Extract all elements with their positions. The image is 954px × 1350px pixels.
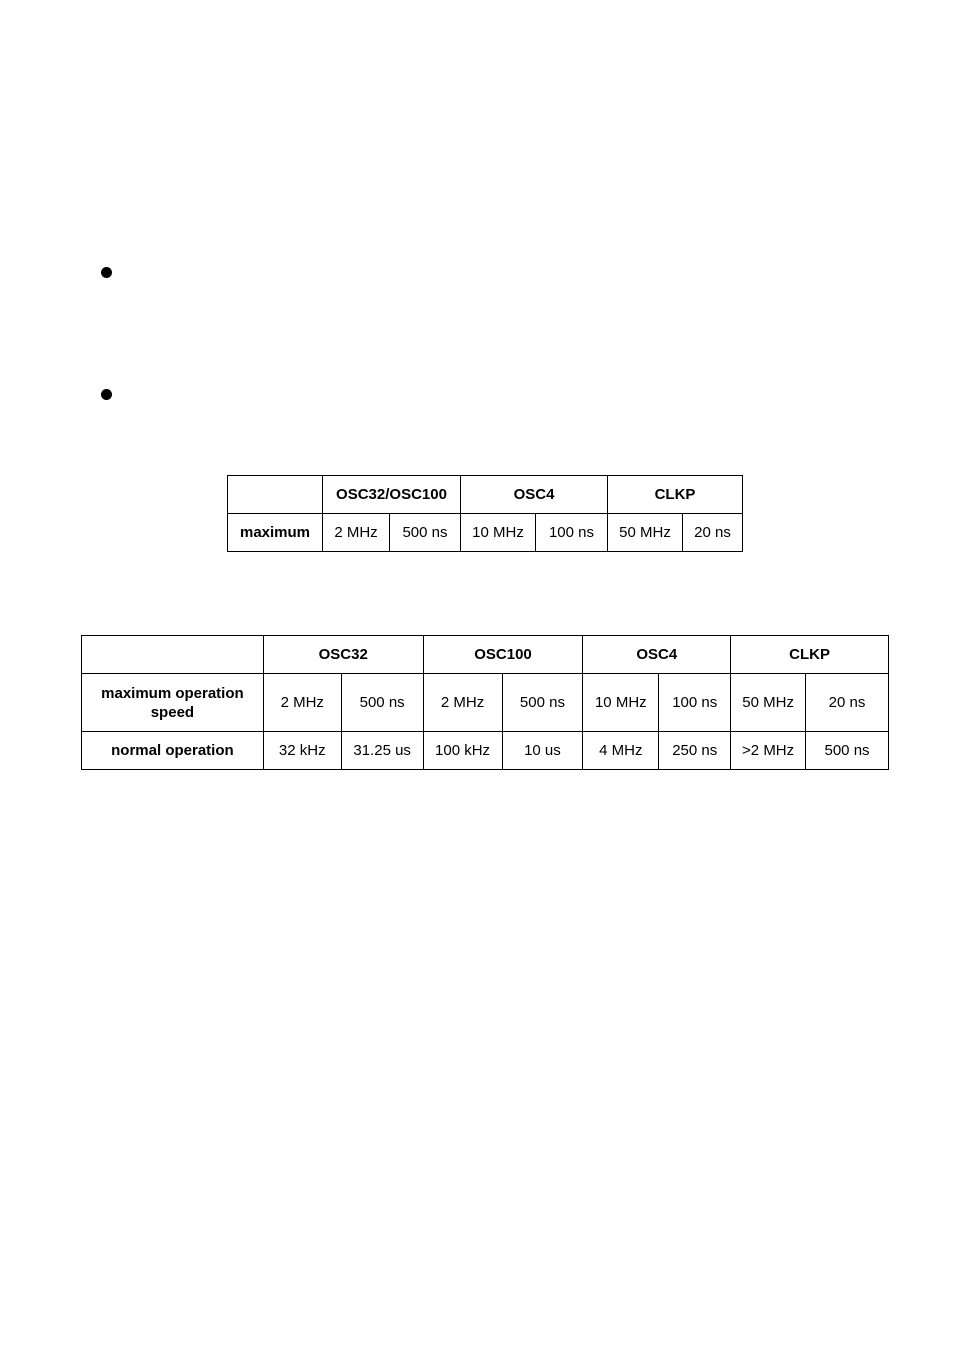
table-cell: 10 MHz bbox=[583, 674, 659, 732]
table-cell: 50 MHz bbox=[608, 514, 683, 552]
table-cell: >2 MHz bbox=[731, 732, 806, 770]
table-cell: 10 MHz bbox=[461, 514, 536, 552]
header-cell: OSC4 bbox=[461, 476, 608, 514]
table-row bbox=[228, 514, 743, 552]
table-cell: 50 MHz bbox=[731, 674, 806, 732]
table-cell: 2 MHz bbox=[323, 514, 390, 552]
table-cell: 500 ns bbox=[502, 674, 583, 732]
header-cell: OSC32 bbox=[263, 636, 423, 674]
header-cell: CLKP bbox=[608, 476, 743, 514]
table-cell: 500 ns bbox=[341, 674, 423, 732]
table-cell: 500 ns bbox=[806, 732, 889, 770]
table-cell: 31.25 us bbox=[341, 732, 423, 770]
bullet-1 bbox=[101, 267, 112, 278]
header-cell: OSC4 bbox=[583, 636, 731, 674]
table-cell: 2 MHz bbox=[423, 674, 502, 732]
table-cell: 20 ns bbox=[683, 514, 743, 552]
table-cell: 100 ns bbox=[659, 674, 731, 732]
row-label: normal operation bbox=[82, 732, 264, 770]
header-cell-empty bbox=[228, 476, 323, 514]
table-cell: 100 ns bbox=[536, 514, 608, 552]
bullet-2 bbox=[101, 389, 112, 400]
header-cell: OSC100 bbox=[423, 636, 583, 674]
clock-speed-table-summary bbox=[227, 475, 743, 552]
table-row bbox=[82, 732, 889, 770]
table-cell: 500 ns bbox=[390, 514, 461, 552]
clock-speed-table-detail bbox=[81, 635, 889, 770]
table-cell: 250 ns bbox=[659, 732, 731, 770]
table-row bbox=[82, 674, 889, 732]
table-cell: 2 MHz bbox=[263, 674, 341, 732]
table-cell: 10 us bbox=[502, 732, 583, 770]
row-label: maximum operation speed bbox=[82, 674, 264, 732]
header-cell: CLKP bbox=[731, 636, 889, 674]
table-cell: 20 ns bbox=[806, 674, 889, 732]
header-cell: OSC32/OSC100 bbox=[323, 476, 461, 514]
table-cell: 4 MHz bbox=[583, 732, 659, 770]
row-label: maximum bbox=[228, 514, 323, 552]
table-cell: 32 kHz bbox=[263, 732, 341, 770]
table-cell: 100 kHz bbox=[423, 732, 502, 770]
header-cell-empty bbox=[82, 636, 264, 674]
